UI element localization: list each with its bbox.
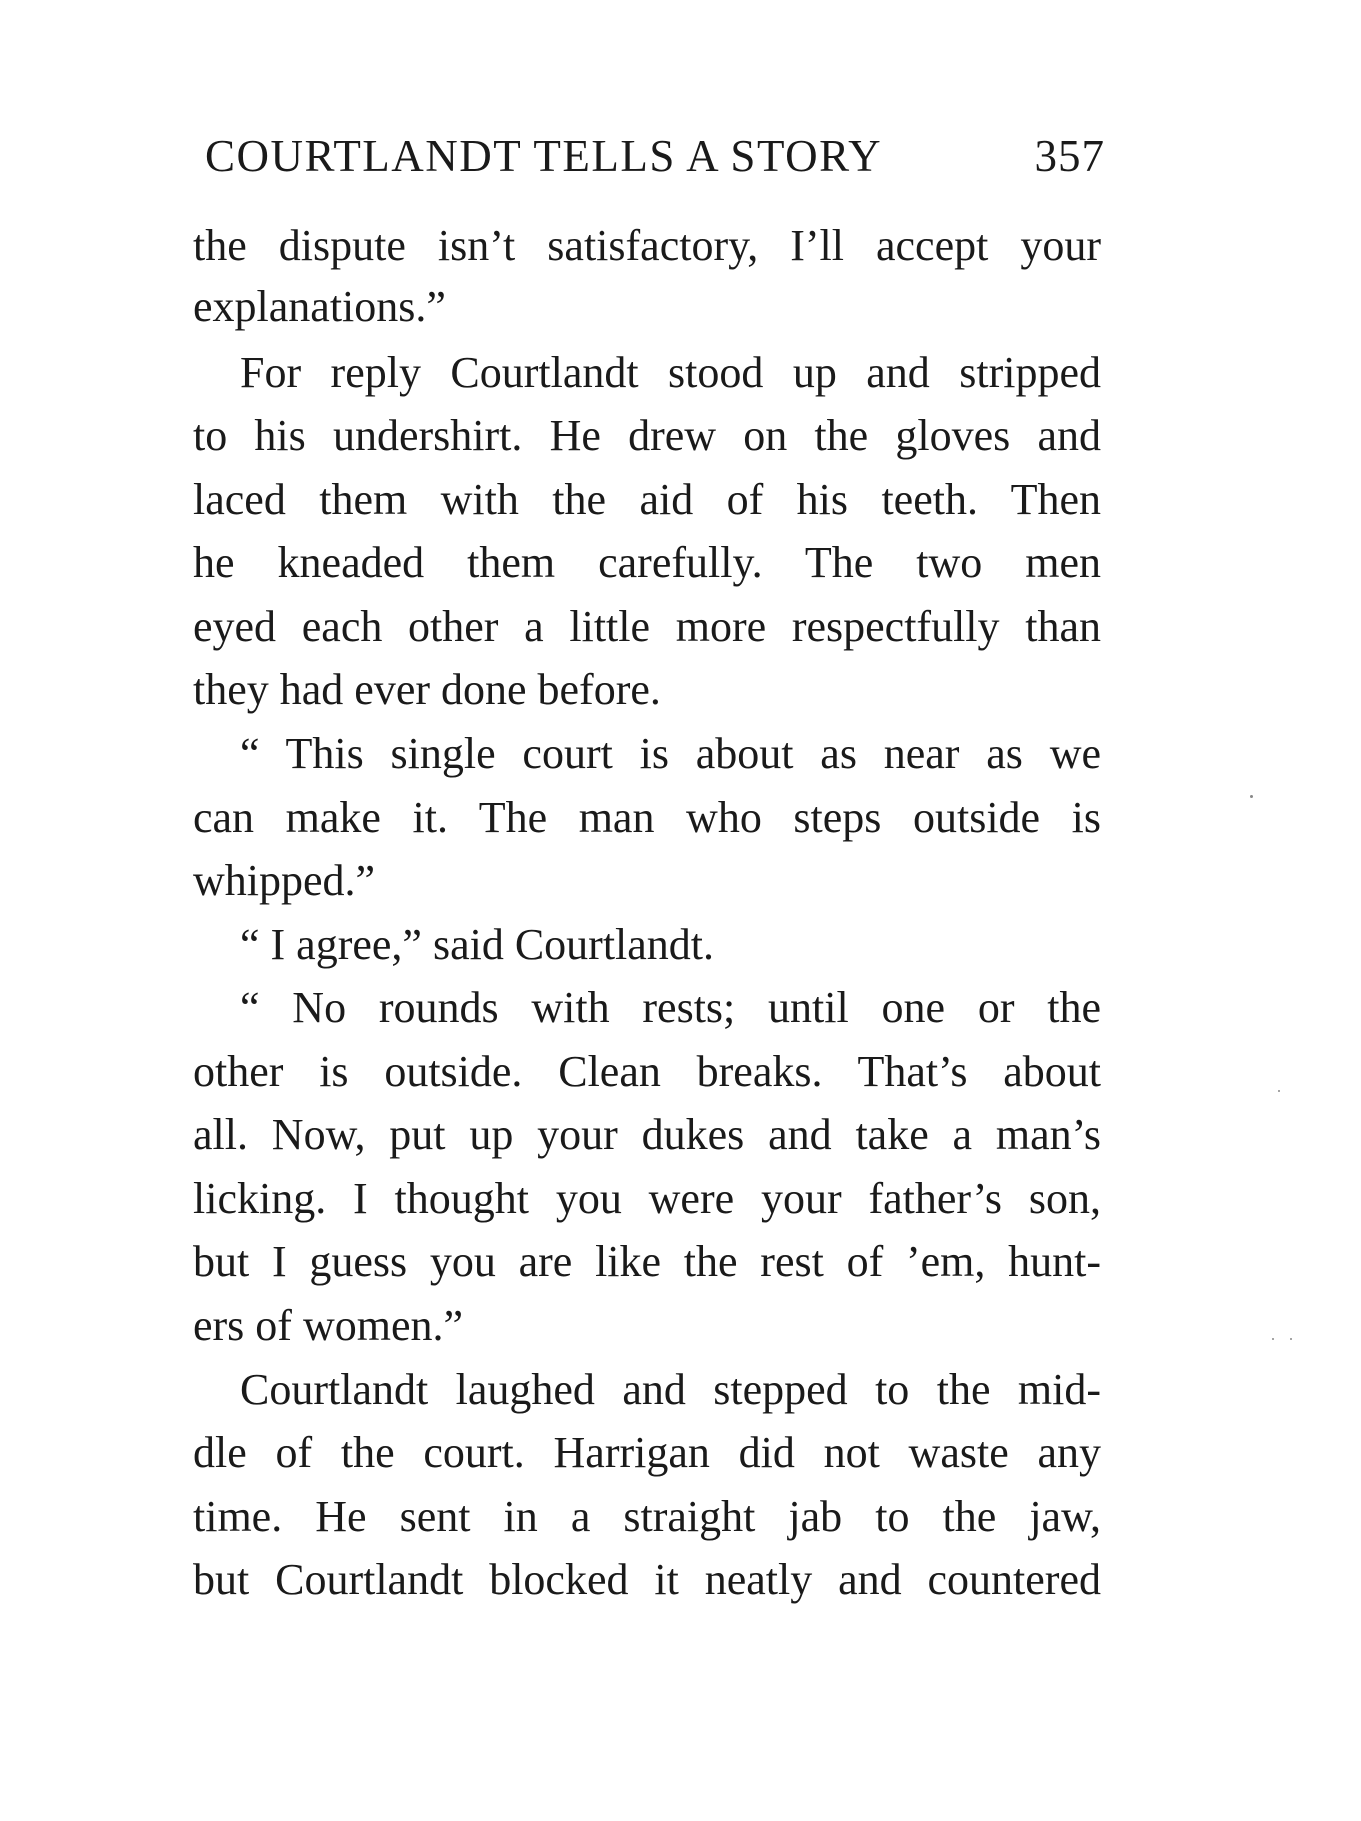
text-line: ers of women.” [193,1301,464,1350]
text-line: licking. I thought you were your father’s son, [193,1174,1101,1223]
text-line: laced them with the aid of his teeth. Then [193,475,1101,524]
text-line: Courtlandt laughed and stepped to the mid- [240,1365,1101,1414]
text-line: eyed each other a little more respectfully than [193,602,1101,651]
text-line: other is outside. Clean breaks. That’s about [193,1047,1101,1096]
text-line: whipped.” [193,856,376,905]
text-line: “ I agree,” said Courtlandt. [240,920,715,969]
scan-speck [1278,1090,1280,1092]
scan-speck [1290,1338,1292,1340]
scan-speck [1272,1338,1274,1340]
text-line: dle of the court. Harrigan did not waste any [193,1428,1101,1477]
scan-speck [1250,795,1253,798]
text-line: For reply Courtlandt stood up and stripped [240,348,1101,397]
text-line: “ No rounds with rests; until one or the [240,983,1101,1032]
text-line: to his undershirt. He drew on the gloves and [193,411,1101,460]
page-number: 357 [1034,131,1105,181]
text-line: explanations.” [193,282,446,331]
running-head [205,126,1105,186]
text-line: they had ever done before. [193,665,661,714]
text-line: the dispute isn’t satisfactory, I’ll accept your [193,221,1101,270]
text-line: but Courtlandt blocked it neatly and countered [193,1555,1101,1604]
text-line: he kneaded them carefully. The two men [193,538,1101,587]
text-line: all. Now, put up your dukes and take a man’s [193,1110,1101,1159]
text-line: but I guess you are like the rest of ’em, hunt- [193,1237,1101,1286]
text-line: “ This single court is about as near as we [240,729,1101,778]
text-line: can make it. The man who steps outside is [193,793,1101,842]
text-line: time. He sent in a straight jab to the jaw, [193,1492,1101,1541]
running-title: COURTLANDT TELLS A STORY [205,131,883,181]
